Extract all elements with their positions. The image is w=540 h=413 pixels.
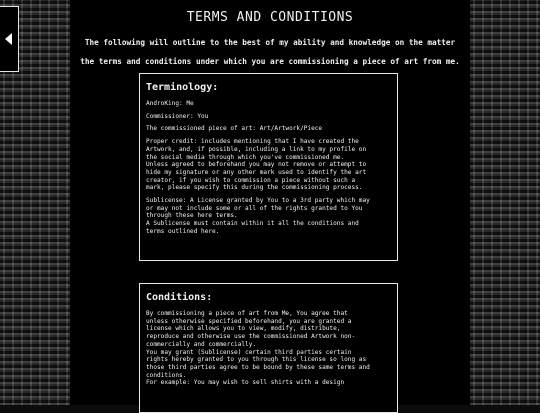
terminology-panel [139, 73, 398, 261]
terminology-paragraph: Sublicense: A License granted by You to a 3rd party which may or may not include some or all of the rights granted to You through these here terms. A Sublicense must contain within it all the conditions and terms outlined here. [146, 197, 370, 235]
terminology-paragraph: Proper credit: includes mentioning that I have created the Artwork, and, if possible, including a link to my profile on the social media through which you've commissioned me. Unless agreed to beforehand you may not remove or attempt to hide my signature or any other mark used to identify the art creator, if you wish to commission a piece without such a mark, please specify this during the commissioning process. [146, 138, 367, 192]
intro-line-1: The following will outline to the best of my ability and knowledge on the matter [84, 38, 456, 47]
conditions-heading: Conditions: [146, 292, 213, 303]
terminology-paragraph: Commissioner: You [146, 112, 209, 120]
conditions-panel [139, 283, 398, 413]
terminology-paragraph: The commissioned piece of art: Art/Artwork/Piece [146, 125, 323, 133]
terminology-paragraph: AndroKing: Me [146, 100, 194, 107]
arrow-left-icon [5, 33, 13, 45]
terminology-heading: Terminology: [146, 82, 219, 93]
intro-line-2: the terms and conditions under which you are commissioning a piece of art from me. [80, 57, 460, 66]
background-noise-right [470, 0, 540, 405]
conditions-paragraph: By commissioning a piece of art from Me, You agree that unless otherwise specified beforehand, you are granted a license which allows you to view, modify, distribute, reproduce and otherwise use the commissioned Artwork non- commercially and commercially. You may grant (Sublicense) certain third parties certain rights hereby granted to you through this license so long as those third parties agree to be bound by these same terms and conditions. For example: You may wish to sell shirts with a design [146, 310, 370, 387]
page-title: TERMS AND CONDITIONS [186, 10, 354, 25]
